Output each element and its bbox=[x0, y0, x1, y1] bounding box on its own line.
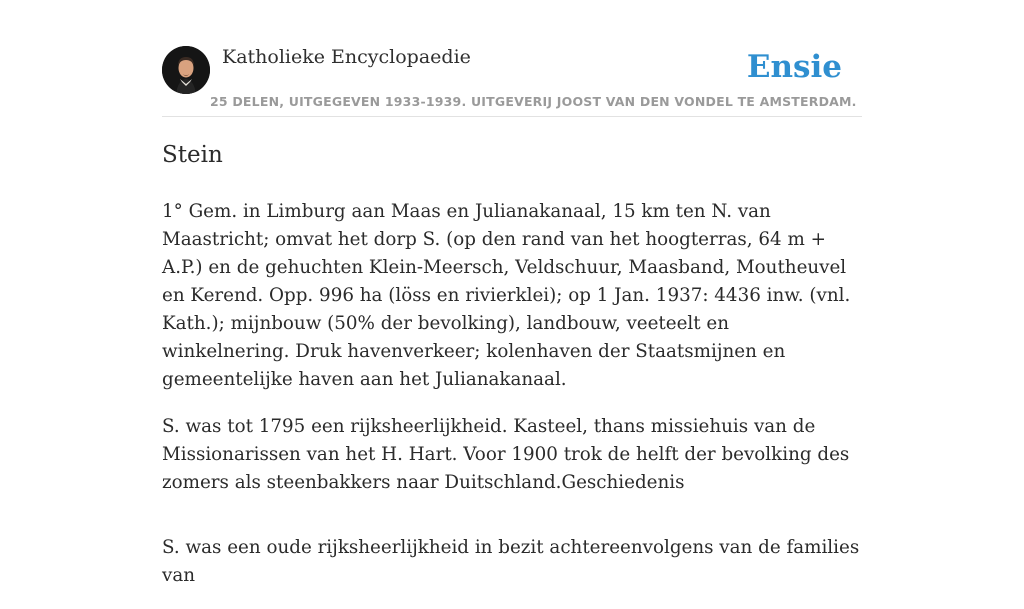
entry-content bbox=[162, 138, 862, 609]
source-title[interactable]: Katholieke Encyclopaedie bbox=[222, 46, 471, 68]
entry-paragraph: S. was een oude rijksheerlijkheid in bezit achtereenvolgens van de families van bbox=[162, 537, 860, 586]
entry-paragraph: S. was tot 1795 een rijksheerlijkheid. Kasteel, thans missiehuis van de Missionarissen van het H. Hart. Voor 1900 trok de helft der bevolking des zomers als steenbakkers naar Duitschland.Geschiedenis bbox=[162, 416, 850, 493]
page-header bbox=[162, 46, 862, 117]
entry-title: Stein bbox=[162, 142, 223, 168]
portrait-icon bbox=[162, 46, 210, 94]
avatar[interactable] bbox=[162, 46, 210, 94]
source-subtitle: 25 DELEN, UITGEGEVEN 1933-1939. UITGEVERIJ JOOST VAN DEN VONDEL TE AMSTERDAM. bbox=[210, 94, 857, 109]
entry-paragraph: 1° Gem. in Limburg aan Maas en Julianakanaal, 15 km ten N. van Maastricht; omvat het dorp S. (op den rand van het hoogterras, 64 m + A.P.) en de gehuchten Klein-Meersch, Veldschuur, Maasband, Moutheuvel en Kerend. Opp. 996 ha (löss en rivierklei); op 1 Jan. 1937: 4436 inw. (vnl. Kath.); mijnbouw (50% der bevolking), landbouw, veeteelt en winkelnering. Druk havenverkeer; kolenhaven der Staatsmijnen en gemeentelijke haven aan het Julianakanaal. bbox=[162, 201, 851, 390]
ensie-logo[interactable]: Ensie bbox=[746, 49, 842, 85]
